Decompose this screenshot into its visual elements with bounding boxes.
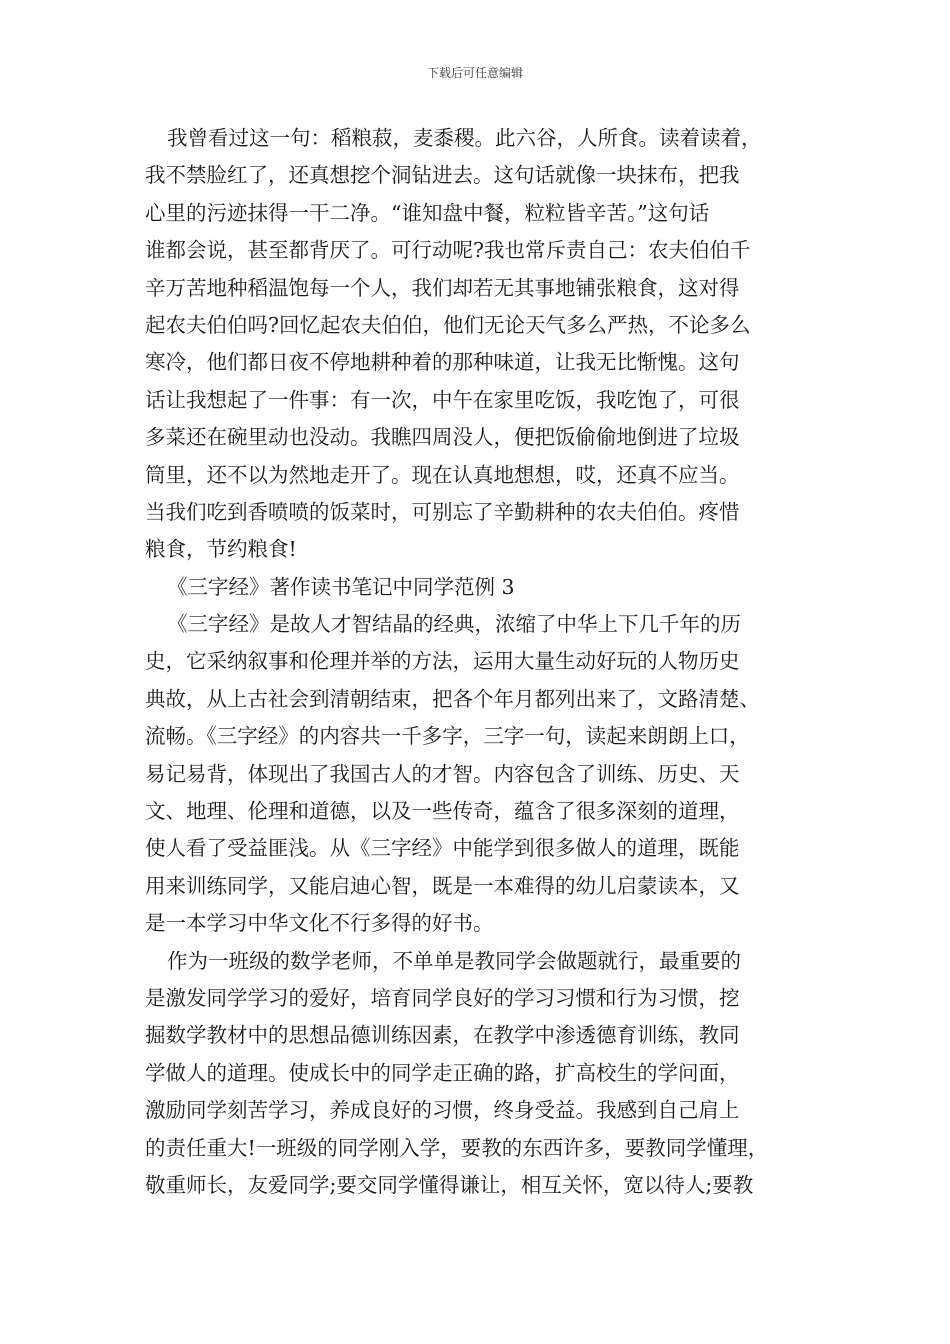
paragraph-1-line: 多菜还在碗里动也没动。我瞧四周没人，便把饭偷偷地倒进了垃圾 <box>145 425 740 450</box>
paragraph-1-line: 辛万苦地种稻温饱每一个人，我们却若无其事地铺张粮食，这对得 <box>145 275 740 300</box>
paragraph-1-line: 筒里，还不以为然地走开了。现在认真地想想，哎，还真不应当。 <box>145 462 740 487</box>
paragraph-3-line: 激励同学刻苦学习，养成良好的习惯，终身受益。我感到自己肩上 <box>145 1098 740 1123</box>
paragraph-3-line: 敬重师长，友爱同学;要交同学懂得谦让，相互关怀，宽以待人;要教 <box>145 1172 754 1197</box>
paragraph-1-line: 我曾看过这一句：稻粮菽，麦黍稷。此六谷，人所食。读着读着， <box>167 126 762 150</box>
document-body <box>145 120 807 1204</box>
paragraph-3-line: 是激发同学学习的爱好，培育同学良好的学习习惯和行为习惯，挖 <box>145 985 740 1010</box>
paragraph-1-line: 起农夫伯伯吗?回忆起农夫伯伯，他们无论天气多么严热，不论多么 <box>145 312 751 337</box>
paragraph-3-line: 的责任重大!一班级的同学刚入学，要教的东西许多，要教同学懂理， <box>145 1135 769 1160</box>
paragraph-2-line: 用来训练同学，又能启迪心智，既是一本难得的幼儿启蒙读本，又 <box>145 873 740 898</box>
paragraph-2-line: 使人看了受益匪浅。从《三字经》中能学到很多做人的道理，既能 <box>145 836 740 861</box>
paragraph-1-line: 当我们吃到香喷喷的饭菜时，可别忘了辛勤耕种的农夫伯伯。疼惜 <box>145 499 740 524</box>
paragraph-1-line: 寒冷，他们都日夜不停地耕种着的那种味道，让我无比惭愧。这句 <box>145 350 740 375</box>
paragraph-1-line: 谁都会说，甚至都背厌了。可行动呢?我也常斥责自己：农夫伯伯千 <box>145 238 751 263</box>
paragraph-2-line: 是一本学习中华文化不行多得的好书。 <box>145 911 494 936</box>
paragraph-2-line: 《三字经》是故人才智结晶的经典，浓缩了中华上下几千年的历 <box>167 612 741 637</box>
paragraph-2-line: 文、地理、伦理和道德，以及一些传奇，蕴含了很多深刻的道理， <box>145 799 740 824</box>
paragraph-3-line: 学做人的道理。使成长中的同学走正确的路，扩高校生的学问面， <box>145 1060 740 1085</box>
paragraph-2-line: 史，它采纳叙事和伦理并举的方法，运用大量生动好玩的人物历史 <box>145 649 740 674</box>
section-heading: 《三字经》著作读书笔记中同学范例 3 <box>167 574 515 599</box>
paragraph-3-line: 作为一班级的数学老师，不单单是教同学会做题就行，最重要的 <box>167 948 741 973</box>
paragraph-2-line: 流畅。《三字经》的内容共一千多字，三字一句，读起来朗朗上口， <box>145 724 750 749</box>
paragraph-1-line: 粮食，节约粮食! <box>145 537 297 562</box>
paragraph-1-line: 话让我想起了一件事：有一次，中午在家里吃饭，我吃饱了，可很 <box>145 387 740 412</box>
paragraph-2-line: 典故，从上古社会到清朝结束，把各个年月都列出来了，文路清楚、 <box>145 686 760 711</box>
paragraph-3-line: 掘数学教材中的思想品德训练因素，在教学中渗透德育训练，教同 <box>145 1023 740 1048</box>
header-note: 下载后可任意编辑 <box>426 66 523 80</box>
paragraph-1-line: 心里的污迹抹得一干二净。“谁知盘中餐，粒粒皆辛苦。”这句话 <box>145 200 710 225</box>
paragraph-1-line: 我不禁脸红了，还真想挖个洞钻进去。这句话就像一块抹布，把我 <box>145 163 740 188</box>
paragraph-2-line: 易记易背，体现出了我国古人的才智。内容包含了训练、历史、天 <box>145 761 740 786</box>
